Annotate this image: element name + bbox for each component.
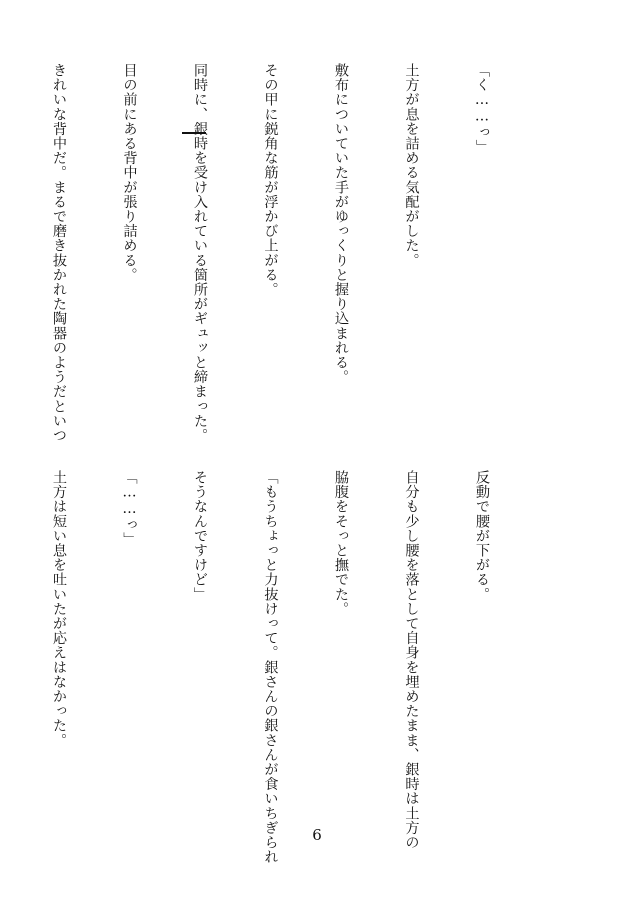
text-line: 「……っ」 bbox=[121, 470, 138, 547]
text-line: 目の前にある背中が張り詰める。 bbox=[121, 63, 138, 282]
text-line: 同時に、銀時を受け入れている箇所がギュッと締まった。 bbox=[192, 63, 208, 443]
text-line: そうなんですけど」 bbox=[192, 470, 208, 602]
text-line: きれいな背中だ。まるで磨き抜かれた陶器のようだといつ bbox=[51, 63, 67, 443]
text-line: 自分も少し腰を落として自身を埋めたまま、銀時は土方の bbox=[403, 470, 420, 850]
page-number: 6 bbox=[312, 826, 322, 844]
text-line: 土方が息を詰める気配がした。 bbox=[403, 63, 420, 268]
text-line: 土方は短い息を吐いたが応えはなかった。 bbox=[51, 470, 67, 748]
text-block-bottom bbox=[0, 470, 540, 865]
text-line: その甲に鋭角な筋が浮かび上がる。 bbox=[262, 63, 279, 297]
text-line: 敷布についていた手がゆっくりと握り込まれる。 bbox=[333, 63, 349, 385]
text-line: 「く……っ」 bbox=[474, 63, 490, 155]
text-line: 反動で腰が下がる。 bbox=[474, 470, 490, 602]
text-line: 「もうちょっと力抜けって。銀さんの銀さんが食いちぎられ bbox=[262, 470, 279, 865]
text-line: 脇腹をそっと撫でた。 bbox=[333, 470, 349, 616]
text-block-top bbox=[0, 63, 540, 453]
